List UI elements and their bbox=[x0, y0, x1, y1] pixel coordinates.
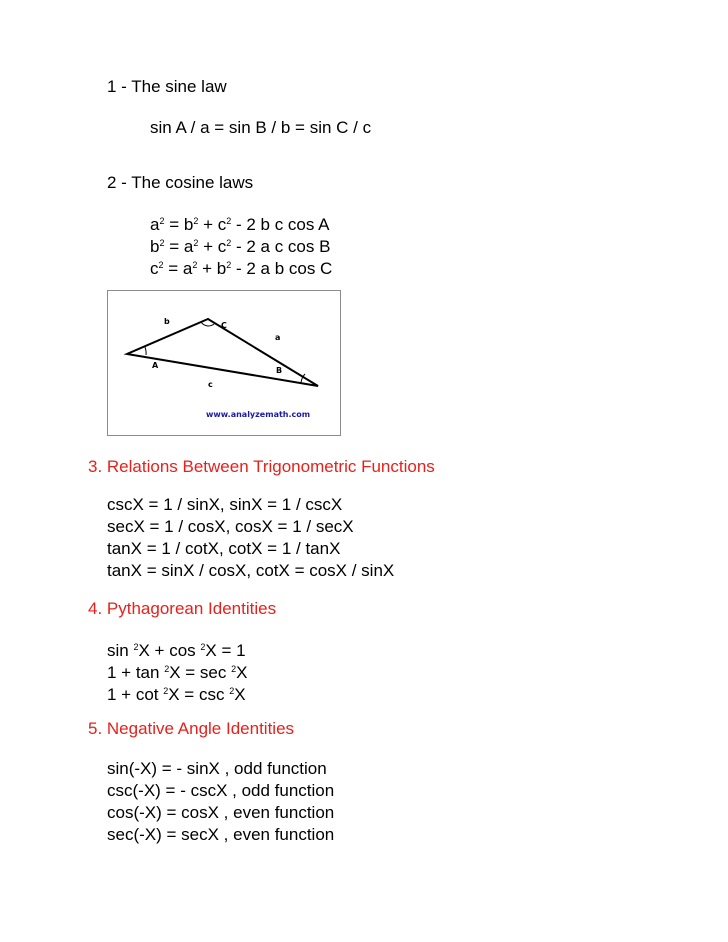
cosine-law-b: $b^2 = a^2 + c^2 - 2$ a c cos B bbox=[150, 237, 331, 256]
label-angle-B: B bbox=[276, 366, 283, 375]
figure-credit: www.analyzemath.com bbox=[206, 410, 311, 419]
relation-line: tanX = 1 / cotX, cotX = 1 / tanX bbox=[107, 539, 341, 558]
label-angle-C: C bbox=[221, 321, 227, 330]
pythagorean-identity: sin $^2$X + cos $^2$X = 1 bbox=[107, 641, 246, 660]
cosine-law-heading: 2 - The cosine laws bbox=[107, 173, 254, 192]
relation-line: secX = 1 / cosX, cosX = 1 / secX bbox=[107, 517, 354, 536]
cosine-law-a: $a^2 = b^2 + c^2 - 2$ b c cos A bbox=[150, 215, 330, 234]
label-side-a: a bbox=[275, 333, 281, 342]
cosine-law-c: $c^2 = a^2 + b^2 - 2$ a b cos C bbox=[150, 259, 333, 278]
negative-angle-heading: 5. Negative Angle Identities bbox=[88, 719, 295, 738]
relation-line: cscX = 1 / sinX, sinX = 1 / cscX bbox=[107, 495, 343, 514]
negative-angle-identity: cos(-X) = cosX , even function bbox=[107, 803, 335, 822]
angle-arc-A bbox=[145, 347, 146, 355]
triangle-diagram bbox=[108, 291, 340, 435]
negative-angle-identity: sec(-X) = secX , even function bbox=[107, 825, 335, 844]
sine-law-heading: 1 - The sine law bbox=[107, 77, 227, 96]
relations-heading: 3. Relations Between Trigonometric Functions bbox=[88, 457, 435, 476]
triangle-figure bbox=[107, 290, 341, 436]
relation-line: tanX = sinX / cosX, cotX = cosX / sinX bbox=[107, 561, 395, 580]
sine-law-formula: sin A / a = sin B / b = sin C / c bbox=[150, 118, 372, 137]
pythagorean-identity: 1 + cot $^2$X = csc $^2$X bbox=[107, 685, 246, 704]
label-side-b: b bbox=[164, 317, 170, 326]
negative-angle-identity: csc(-X) = - cscX , odd function bbox=[107, 781, 335, 800]
pythagorean-identity: 1 + tan $^2$X = sec $^2$X bbox=[107, 663, 248, 682]
pythagorean-heading: 4. Pythagorean Identities bbox=[88, 599, 277, 618]
label-side-c: c bbox=[208, 380, 213, 389]
negative-angle-identity: sin(-X) = - sinX , odd function bbox=[107, 759, 327, 778]
label-angle-A: A bbox=[152, 361, 159, 370]
